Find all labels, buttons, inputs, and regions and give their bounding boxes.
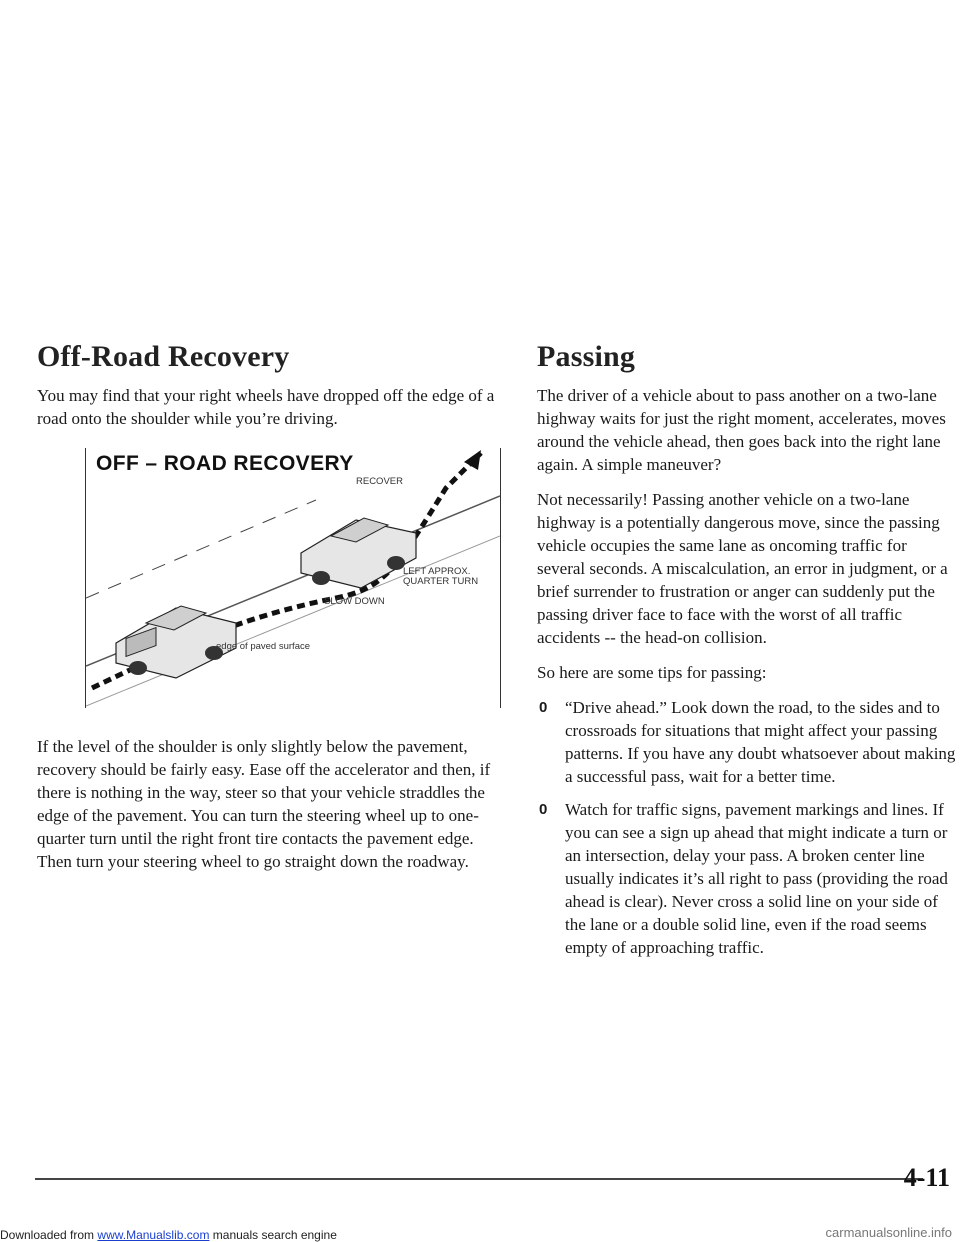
- label-slow-down: SLOW DOWN: [324, 596, 385, 607]
- passing-tips-list: [537, 696, 959, 959]
- label-left-approx: LEFT APPROX.: [403, 566, 471, 577]
- list-item: [537, 798, 959, 959]
- passing-section: [537, 340, 959, 969]
- list-item: [537, 696, 959, 788]
- site-brand: carmanualsonline.info: [825, 1225, 952, 1240]
- manualslib-link[interactable]: www.Manualslib.com: [97, 1228, 210, 1242]
- off-road-body: If the level of the shoulder is only slightly below the pavement, recovery should be fairly easy. Ease off the accelerator and then, if there is nothing in the way, steer so that your vehicle straddles the edge of the pavement. You can turn the steering wheel up to one-quarter turn until the right front tire contacts the pavement edge. Then turn your steering wheel to go straight down the roadway.: [37, 737, 491, 871]
- off-road-recovery-diagram: [85, 448, 501, 708]
- download-prefix: Downloaded from: [0, 1228, 95, 1242]
- off-road-title: Off-Road Recovery: [37, 340, 290, 373]
- download-suffix: manuals search engine: [209, 1228, 337, 1242]
- off-road-section: [35, 340, 505, 442]
- footer-rule: [35, 1178, 923, 1180]
- label-edge-of-paved-surface: edge of paved surface: [216, 641, 311, 652]
- passing-title: Passing: [537, 340, 636, 373]
- off-road-intro: You may find that your right wheels have dropped off the edge of a road onto the shoulder while you’re driving.: [37, 386, 495, 428]
- passing-paragraph-3: So here are some tips for passing:: [537, 663, 767, 682]
- off-road-body-section: [37, 735, 507, 885]
- passing-paragraph-1: The driver of a vehicle about to pass another on a two-lane highway waits for just the right moment, accelerates, moves around the vehicle ahead, then goes back into the right lane again. A simple maneuver?: [537, 386, 946, 474]
- passing-paragraph-2: Not necessarily! Passing another vehicle on a two-lane highway is a potentially dangerous move, since the passing vehicle occupies the same lane as oncoming traffic for several seconds. A miscalculation, an error in judgment, or a brief surrender to frustration or anger can suddenly put the passing driver face to face with the worst of all traffic accidents -- the head-on collision.: [537, 490, 948, 647]
- label-quarter-turn: QUARTER TURN: [403, 576, 479, 587]
- recovery-arrowhead: [464, 450, 481, 470]
- shoulder-line: [86, 536, 500, 706]
- bullet-marker: 0: [539, 801, 548, 818]
- diagram-title: OFF – ROAD RECOVERY: [96, 452, 360, 476]
- download-note: [0, 1228, 337, 1242]
- bullet-marker: 0: [539, 699, 548, 716]
- page-number: 4-11: [903, 1163, 950, 1192]
- lane-line: [86, 500, 316, 598]
- label-recover: RECOVER: [356, 476, 403, 487]
- tip-text: Watch for traffic signs, pavement markings and lines. If you can see a sign up ahead that might indicate a turn or an intersection, delay your pass. A broken center line usually indicates it’s all right to pass (providing the road ahead is clear). Never cross a solid line on your side of the lane or a double solid line, even if the road seems empty of approaching traffic.: [565, 800, 948, 957]
- tip-text: “Drive ahead.” Look down the road, to the sides and to crossroads for situations that might affect your passing patterns. If you have any doubt whatsoever about making a successful pass, wait for a better time.: [565, 698, 956, 786]
